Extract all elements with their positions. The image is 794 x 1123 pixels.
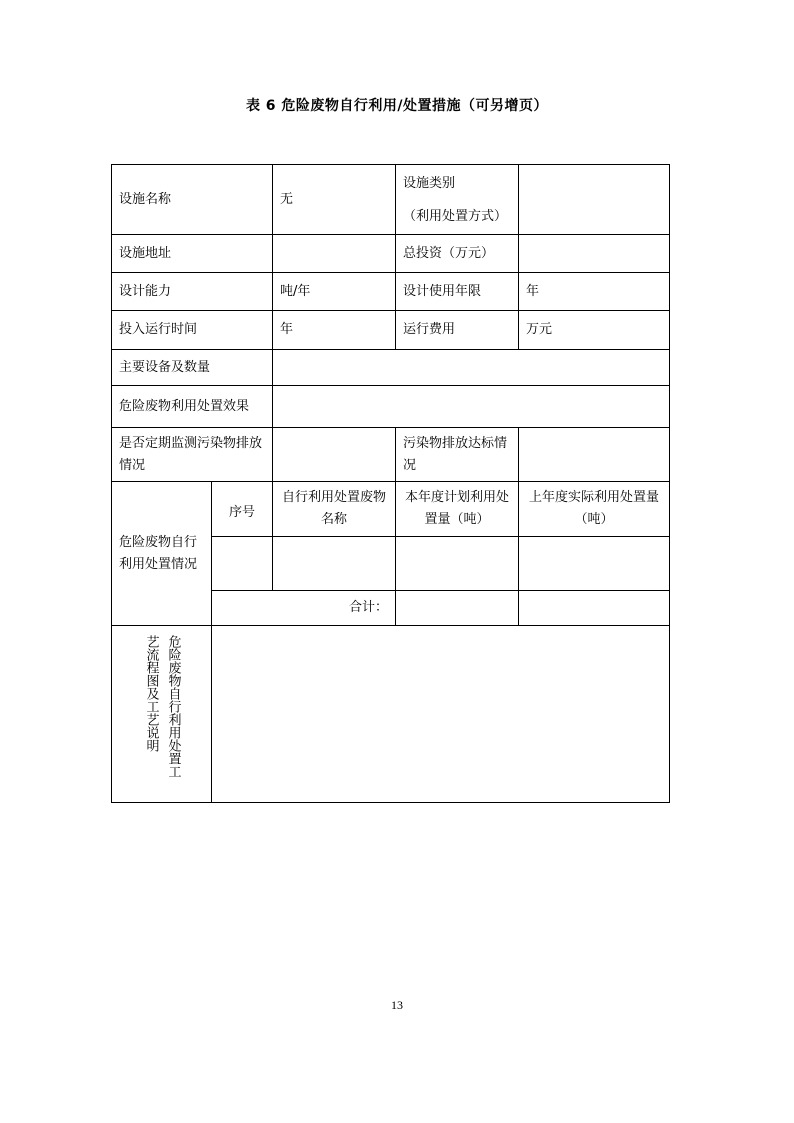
facility-type-value[interactable]	[519, 165, 670, 235]
col-header-seq: 序号	[212, 482, 273, 537]
operation-time-label: 投入运行时间	[112, 311, 273, 350]
row-operation-time	[112, 311, 670, 350]
emission-compliance-label: 污染物排放达标情况	[396, 428, 519, 482]
total-planned-value[interactable]	[396, 591, 519, 626]
cell-actual-amount[interactable]	[519, 537, 670, 591]
facility-address-value[interactable]	[273, 235, 396, 273]
row-facility-address	[112, 235, 670, 273]
design-life-unit[interactable]: 年	[519, 273, 670, 311]
row-design-capacity	[112, 273, 670, 311]
facility-type-label	[396, 165, 519, 235]
total-investment-label: 总投资（万元）	[396, 235, 519, 273]
operation-time-unit[interactable]: 年	[273, 311, 396, 350]
utilization-section-label: 危险废物自行利用处置情况	[112, 482, 212, 626]
operating-cost-unit[interactable]: 万元	[519, 311, 670, 350]
process-description-value[interactable]	[212, 626, 670, 803]
total-label: 合计：	[212, 591, 396, 626]
regular-monitoring-label: 是否定期监测污染物排放情况	[112, 428, 273, 482]
utilization-header-row	[112, 482, 670, 537]
cell-planned-amount[interactable]	[396, 537, 519, 591]
col-header-actual-amount: 上年度实际利用处置量（吨）	[519, 482, 670, 537]
hazardous-waste-disposal-form	[111, 164, 670, 803]
page-number: 13	[391, 998, 403, 1012]
regular-monitoring-value[interactable]	[273, 428, 396, 482]
facility-name-label: 设施名称	[112, 165, 273, 235]
disposal-effect-label: 危险废物利用处置效果	[112, 386, 273, 428]
design-capacity-label: 设计能力	[112, 273, 273, 311]
cell-seq[interactable]	[212, 537, 273, 591]
col-header-planned-amount: 本年度计划利用处置量（吨）	[396, 482, 519, 537]
row-disposal-effect	[112, 386, 670, 428]
main-equipment-value[interactable]	[273, 350, 670, 386]
operating-cost-label: 运行费用	[396, 311, 519, 350]
total-investment-value[interactable]	[519, 235, 670, 273]
process-label-cell	[112, 626, 212, 803]
row-monitoring	[112, 428, 670, 482]
table-title: 表 6 危险废物自行利用/处置措施（可另增页）	[245, 98, 549, 114]
total-actual-value[interactable]	[519, 591, 670, 626]
emission-compliance-value[interactable]	[519, 428, 670, 482]
facility-type-label-line1: 设施类别	[403, 175, 456, 191]
main-equipment-label: 主要设备及数量	[112, 350, 273, 386]
facility-name-value[interactable]: 无	[273, 165, 396, 235]
row-process-description	[112, 626, 670, 803]
facility-type-label-line2: （利用处置方式）	[403, 208, 508, 224]
row-main-equipment	[112, 350, 670, 386]
design-capacity-unit[interactable]: 吨/年	[273, 273, 396, 311]
disposal-effect-value[interactable]	[273, 386, 670, 428]
process-label: 危险废物自行利用处置工艺流程图及工艺说明	[143, 635, 181, 778]
cell-waste-name[interactable]	[273, 537, 396, 591]
design-life-label: 设计使用年限	[396, 273, 519, 311]
facility-address-label: 设施地址	[112, 235, 273, 273]
row-facility-name	[112, 165, 670, 235]
col-header-waste-name: 自行利用处置废物名称	[273, 482, 396, 537]
